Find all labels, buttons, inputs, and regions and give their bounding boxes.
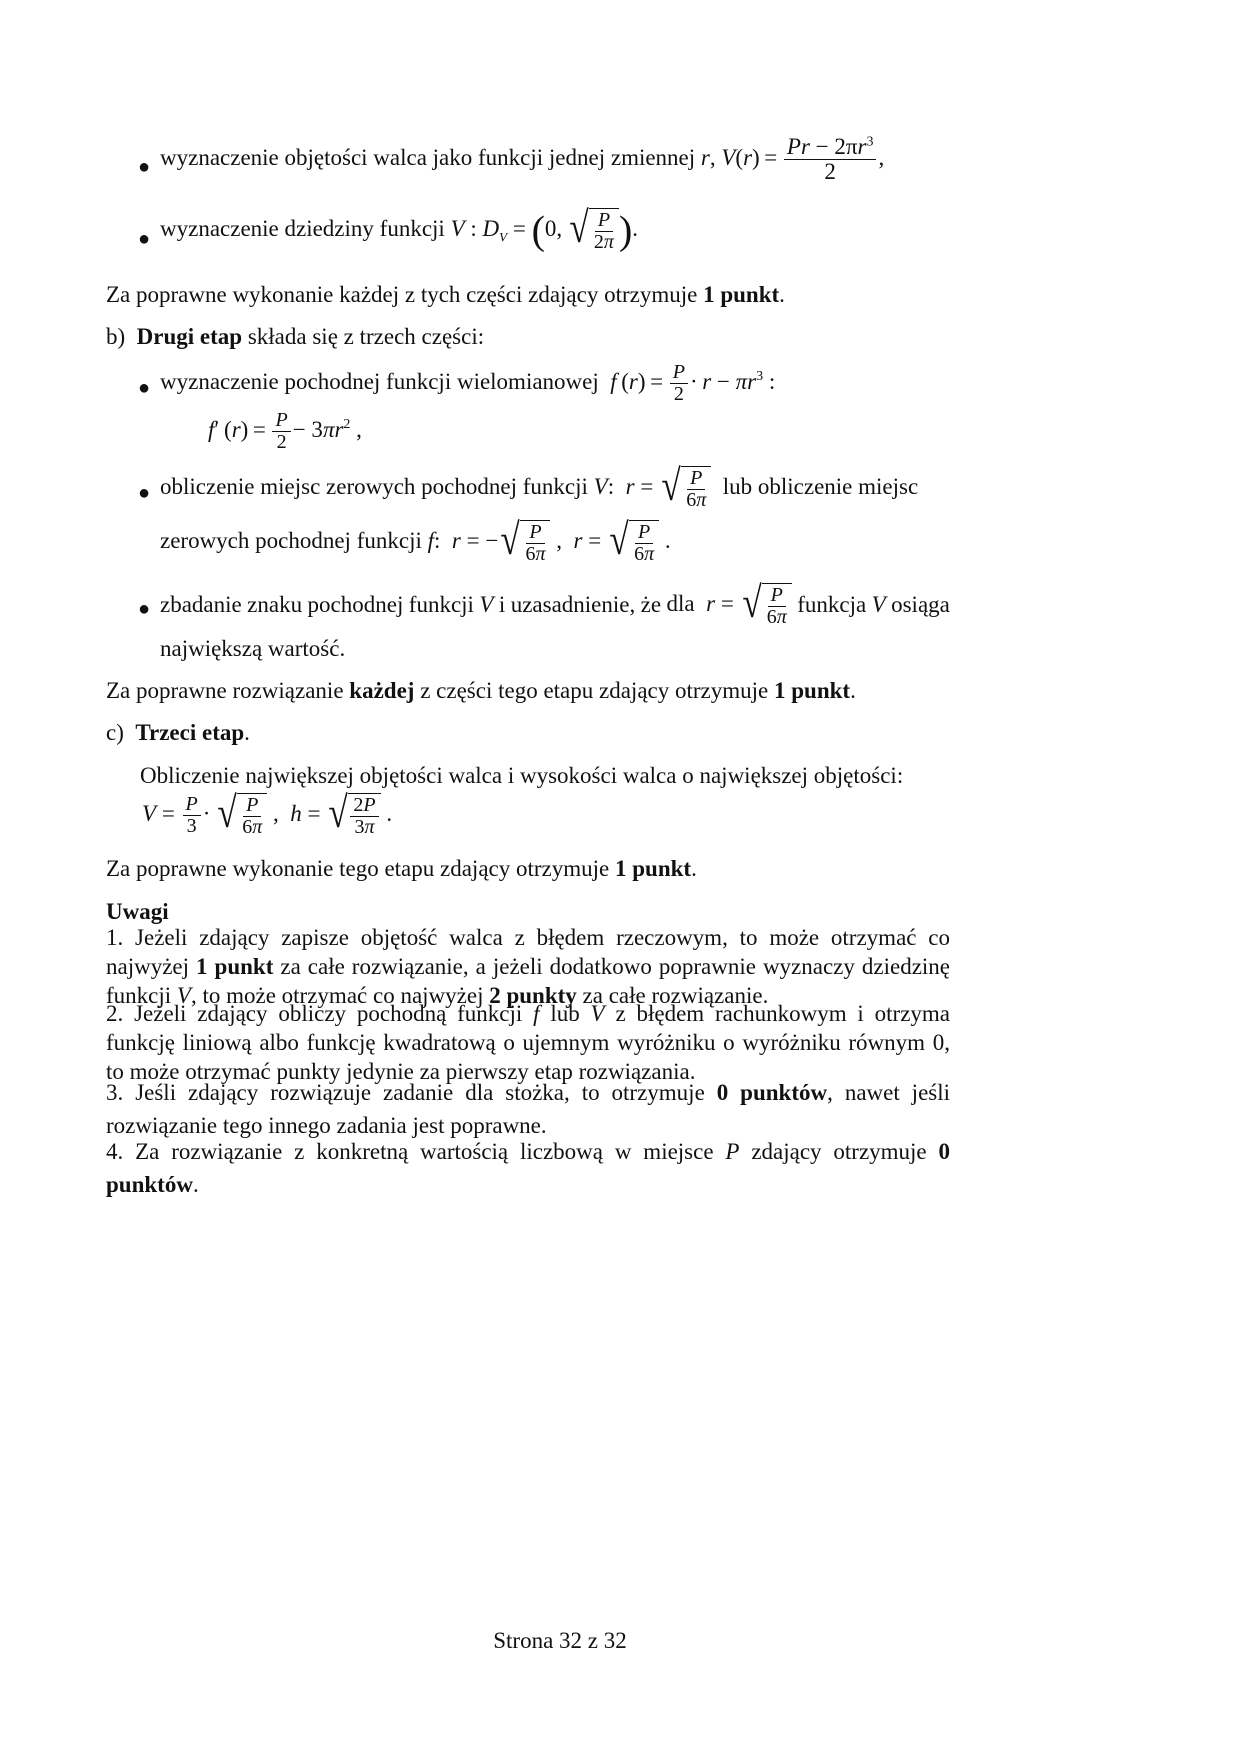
item-b2-line2: zerowych pochodnej funkcji f: r = − √ $\frac{P}{6\pi}$ , r = √ $\frac{P}{6\pi}$ . [160, 515, 671, 565]
bullet: ● [138, 377, 151, 399]
uwagi-note-2: 2. Jeżeli zdający obliczy pochodną funkcji f lub V z błędem rachunkowym i otrzyma funkcję liniową albo funkcję kwadratową o ujemnym wyróżniku o wyróżniku równym 0, to może otrzymać punkty jedynie za pierwszy etap rozwiązania. [106, 1001, 951, 1084]
bullet: ● [138, 228, 151, 250]
bullet: ● [138, 156, 151, 178]
item-b2-line1: obliczenie miejsc zerowych pochodnej funkcji V: r = √ $\frac{P}{6\pi}$ lub obliczenie miejsc [160, 461, 919, 511]
b-score: Za poprawne rozwiązanie każdej z części tego etapu zdający otrzymuje 1 punkt. [106, 678, 856, 703]
uwagi-note-4: 4. Za rozwiązanie z konkretną wartością liczbową w miejsce P zdający otrzymuje 0 punktów. [106, 1139, 950, 1197]
item-b3-line2: największą wartość. [160, 636, 346, 661]
bullet: ● [138, 598, 151, 620]
b-heading: b) Drugi etap składa się z trzech części: [106, 324, 485, 349]
uwagi-note-1: 1. Jeżeli zdający zapisze objętość walca z błędem rzeczowym, to może otrzymać co najwyżej 1 punkt za całe rozwiązanie, a jeżeli dodatkowo poprawnie wyznaczy dziedzinę funkcji V, to może otrzymać co najwyżej 2 punkty za całe rozwiązanie. [106, 925, 951, 1008]
c-formula: V = $\frac{P}{3}$ · √ $\frac{P}{6\pi}$ , h = √ $\frac{2P}{3\pi}$ . [142, 788, 393, 838]
page-footer: Strona 32 z 32 [493, 1628, 627, 1653]
c-heading: c) Trzeci etap. [106, 720, 250, 745]
item-b3-line1: zbadanie znaku pochodnej funkcji V i uzasadnienie, że dla r = √ $\frac{P}{6\pi}$ funkcja V osiąga [160, 578, 950, 628]
bullet: ● [138, 482, 151, 504]
a-score: Za poprawne wykonanie każdej z tych części zdający otrzymuje 1 punkt. [106, 282, 785, 307]
uwagi-note-3: 3. Jeśli zdający rozwiązuje zadanie dla stożka, to otrzymuje 0 punktów, nawet jeśli rozwiązanie tego innego zadania jest poprawne. [106, 1080, 951, 1138]
item-b1: wyznaczenie pochodnej funkcji wielomianowej f (r) = $\frac{P}{2}$ · $r - \pi r^3$ : [160, 361, 776, 405]
c-score: Za poprawne wykonanie tego etapu zdający otrzymuje 1 punkt. [106, 856, 697, 881]
uwagi-title: Uwagi [106, 899, 169, 924]
item-a1: wyznaczenie objętości walca jako funkcji jednej zmiennej r, V(r) = $\frac{Pr - 2\pi r^3}{2}$ , [160, 134, 885, 185]
b1-formula: f′ (r) = $\frac{P}{2}$ − $3\pi r^2$ , [208, 409, 362, 453]
item-a2: wyznaczenie dziedziny funkcji V : $D_V = (0$, √ $\frac{P}{2\pi}$ ). [160, 203, 639, 253]
c-text: Obliczenie największej objętości walca i wysokości walca o największej objętości: [140, 763, 904, 788]
